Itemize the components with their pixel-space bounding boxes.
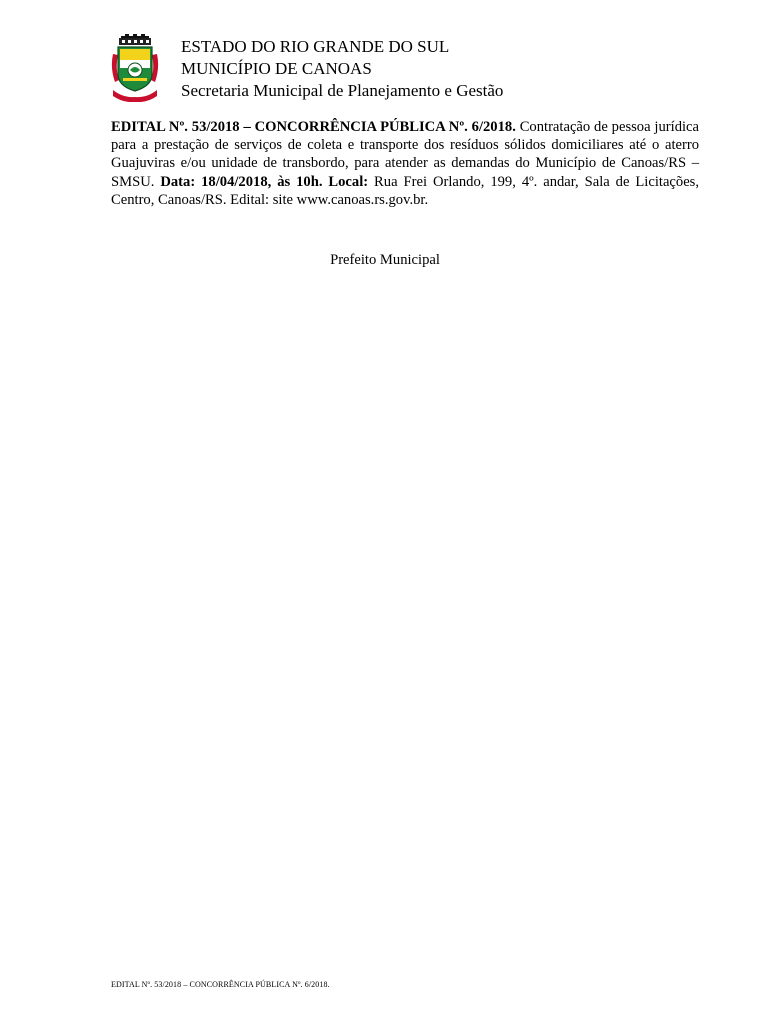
municipality-name: MUNICÍPIO DE CANOAS: [181, 59, 372, 78]
tender-notice-paragraph: [111, 118, 699, 209]
document-header: [181, 36, 503, 102]
signature-title: Prefeito Municipal: [330, 252, 440, 268]
notice-address: Rua Frei Orlando, 199, 4º. andar, Sala de Licitações, Centro, Canoas/RS. Edital: site www.canoas.rs.gov.br.: [111, 173, 700, 208]
notice-title: EDITAL Nº. 53/2018 – CONCORRÊNCIA PÚBLICA Nº. 6/2018.: [111, 119, 516, 135]
state-name: ESTADO DO RIO GRANDE DO SUL: [181, 37, 450, 56]
municipal-coat-of-arms-logo: [111, 34, 159, 102]
notice-date-location-label: Data: 18/04/2018, às 10h. Local:: [160, 173, 369, 190]
notice-description: Contratação de pessoa jurídica para a prestação de serviços de coleta e transporte dos resíduos sólidos domiciliares até o aterro Guajuviras e/ou unidade de transbordo, para atender as demandas do Município de Canoas/RS – SMSU.: [111, 119, 699, 190]
department-name: Secretaria Municipal de Planejamento e Gestão: [181, 81, 504, 100]
page-footer: EDITAL Nº. 53/2018 – CONCORRÊNCIA PÚBLICA Nº. 6/2018.: [111, 980, 330, 989]
